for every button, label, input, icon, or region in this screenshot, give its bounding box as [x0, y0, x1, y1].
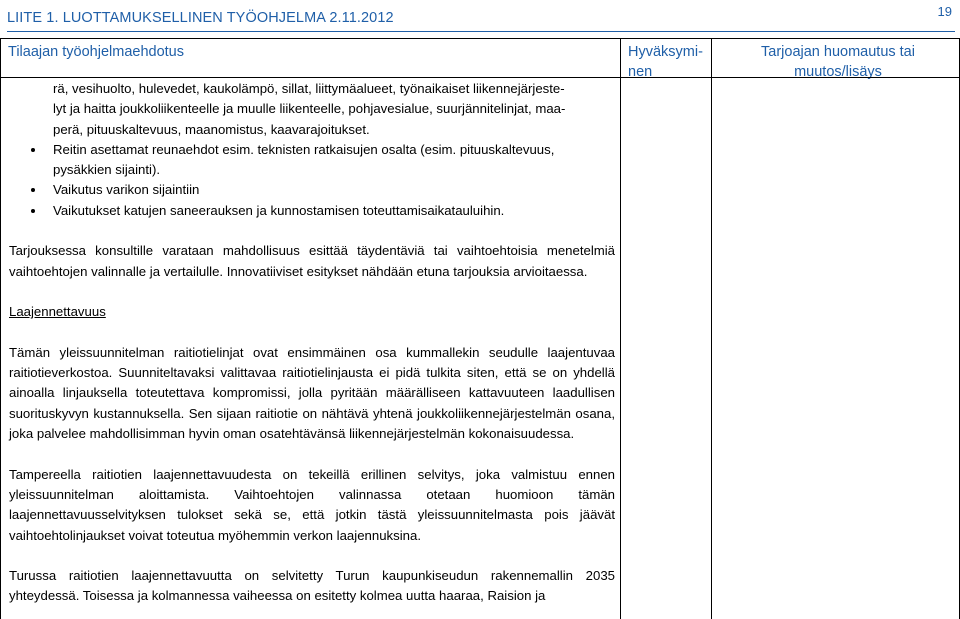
bullet-icon [31, 209, 35, 213]
continuation-line: rä, vesihuolto, hulevedet, kaukolämpö, sillat, liittymäalueet, työnaikaiset liikennejärjeste- [53, 81, 565, 96]
header-rule [7, 31, 955, 32]
bullet-icon [31, 188, 35, 192]
page-number: 19 [937, 4, 952, 19]
table-left-border [0, 38, 1, 619]
list-item [9, 201, 615, 221]
list-item-text: Vaikutukset katujen saneerauksen ja kunnostamisen toteuttamisaikatauluihin. [53, 202, 505, 218]
proposal-cell [9, 79, 615, 607]
section-heading: Laajennettavuus [9, 304, 106, 320]
list-item-text: Vaikutus varikon sijaintiin [53, 182, 200, 198]
list-item [9, 140, 615, 181]
paragraph-network: Tämän yleissuunnitelman raitiotielinjat ovat ensimmäinen osa kummallekin seudulle laajentuvaa raitiotieverkostoa. Suunniteltavaksi valittavaa raitiotielinjausta ei pidä tulkita siten, että se on yhdellä ainoalla linjauksella toteutettava kompromissi, jolla pyritään määrälliseen kattavuuteen laadullisen suorituskyvyn kustannuksella. Sen sijaan raitiotie on nähtävä yhtenä joukkoliikennejärjestelmän osana, joka palvelee mahdollisimman hyvin oman osatehtävänsä liikennejärjestelmän kokonaisuudessa. [9, 344, 615, 442]
table-divider-2 [711, 38, 712, 619]
list-item-text: Reitin asettamat reunaehdot esim. teknisten ratkaisujen osalta (esim. pituuskaltevuus, pysäkkien sijainti). [53, 141, 555, 178]
page-header [7, 4, 952, 30]
list-item [9, 180, 615, 200]
table-top-rule [0, 38, 960, 39]
document-title: LIITE 1. LUOTTAMUKSELLINEN TYÖOHJELMA 2.11.2012 [7, 10, 394, 26]
paragraph-turku: Turussa raitiotien laajennettavuutta on selvitetty Turun kaupunkiseudun rakennemallin 2035 yhteydessä. Toisessa ja kolmannessa vaiheessa on esitetty kolmea uutta haaraa, Raision ja [9, 568, 615, 604]
continuation-line: lyt ja haitta joukkoliikenteelle ja muulle liikenteelle, pohjavesialue, suurjännitelinjat, maa- [53, 101, 566, 117]
bullet-icon [31, 148, 35, 152]
continuation-line: perä, pituuskaltevuus, maanomistus, kaavarajoitukset. [53, 121, 370, 137]
column-header-approval: Hyväksymi-nen [628, 44, 703, 80]
paragraph-alternatives: Tarjouksessa konsultille varataan mahdollisuus esittää täydentäviä tai vaihtoehtoisia menetelmiä vaihtoehtojen valinnalle ja vertailulle. Innovatiiviset esitykset nähdään etuna tarjouksia arvioitaessa. [9, 243, 615, 279]
paragraph-tampere: Tampereella raitiotien laajennettavuudesta on tekeillä erillinen selvitys, joka valmistuu ennen yleissuunnitelman aloittamista. Vaihtoehtojen valinnassa otetaan huomioon tämän laajennettavuusselvityksen tulokset sekä se, että jotkin tästä yleissuunnitelmasta pois jäävät vaihtoehtolinjaukset voivat toteutua myöhemmin verkon laajennuksina. [9, 466, 615, 543]
column-header-remarks: Tarjoajan huomautus tai muutos/lisäys [761, 44, 915, 80]
column-header-proposal: Tilaajan työohjelmaehdotus [8, 44, 184, 60]
bullet-list [9, 140, 615, 221]
table-divider-1 [620, 38, 621, 619]
